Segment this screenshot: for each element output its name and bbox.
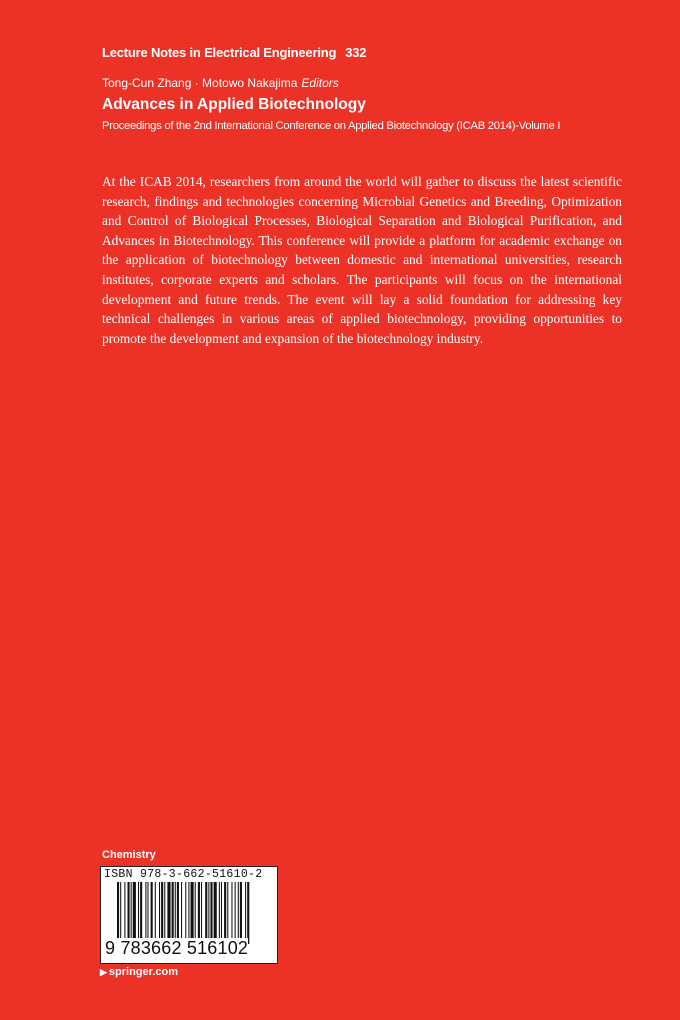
barcode-bar [167, 882, 170, 938]
barcode-bar [164, 882, 165, 938]
barcode-bar [191, 882, 194, 938]
barcode-bar [175, 882, 176, 938]
isbn-label: ISBN 978-3-662-51610-2 [104, 868, 263, 881]
barcode-bar [227, 882, 228, 938]
barcode-bar [131, 882, 132, 938]
barcode-bar [221, 882, 222, 938]
website-url: springer.com [108, 966, 178, 978]
barcode-bar [177, 882, 179, 938]
barcode-bar [185, 882, 186, 944]
barcode-bar [151, 882, 153, 938]
barcode-bar [147, 882, 148, 938]
barcode-bar [219, 882, 220, 938]
barcode-bar [161, 882, 163, 938]
barcode-bar [117, 882, 119, 944]
barcode-graphic [101, 882, 277, 944]
barcode-bar [128, 882, 130, 938]
ean-digits: 9 783662 516102 [105, 938, 249, 958]
barcode-bar [195, 882, 196, 938]
barcode-bar [155, 882, 156, 938]
barcode-bar [208, 882, 209, 938]
series-line [102, 45, 366, 60]
barcode-bar [205, 882, 207, 938]
barcode-bar [210, 882, 212, 938]
barcode-bar [145, 882, 146, 938]
barcode-bar [124, 882, 125, 938]
publisher-website[interactable] [100, 966, 178, 978]
subject-category: Chemistry [102, 849, 156, 861]
barcode-bar [235, 882, 236, 938]
series-name: Lecture Notes in Electrical Engineering [102, 45, 337, 60]
book-title: Advances in Applied Biotechnology [102, 96, 366, 113]
editor-names: Tong-Cun Zhang · Motowo Nakajima [102, 76, 298, 90]
barcode-bar [201, 882, 202, 938]
barcode-bar [138, 882, 139, 938]
barcode-bar [120, 882, 121, 944]
barcode-bar [188, 882, 189, 944]
barcode-bar [181, 882, 182, 938]
barcode-bar [214, 882, 217, 938]
barcode-bar [140, 882, 142, 938]
barcode-bar [245, 882, 246, 938]
book-description: At the ICAB 2014, researchers from around the world will gather to discuss the latest scientific research, findings and technologies concerning Microbial Genetics and Breeding, Optimization and Control of Biological Processes, Biological Separation and Biological Purification, and Advances in Biotechnology. This conference will provide a platform for academic exchange on the application of biotechnology between domestic and international universities, research institutes, corporate experts and scholars. The participants will focus on the international development and future trends. The event will lay a solid foundation for addressing key technical challenges in various areas of applied biotechnology, providing opportunities to promote the development and expansion of the biotechnology industry. [102, 174, 622, 346]
barcode-bar [247, 882, 249, 944]
barcode-bar [238, 882, 239, 938]
barcode-bar [224, 882, 226, 938]
barcode-bar [198, 882, 200, 938]
book-subtitle: Proceedings of the 2nd International Conference on Applied Biotechnology (ICAB 2014)-Volume I [102, 120, 561, 132]
right-triangle-icon: ▶ [100, 967, 107, 977]
editors-role: Editors [301, 76, 339, 90]
editors-line [102, 76, 339, 90]
barcode-bar [159, 882, 160, 938]
isbn-barcode [100, 866, 278, 964]
barcode-bar [133, 882, 136, 938]
barcode-bar [231, 882, 232, 938]
barcode-bar [240, 882, 242, 938]
barcode-bar [172, 882, 174, 938]
series-volume: 332 [345, 45, 367, 60]
